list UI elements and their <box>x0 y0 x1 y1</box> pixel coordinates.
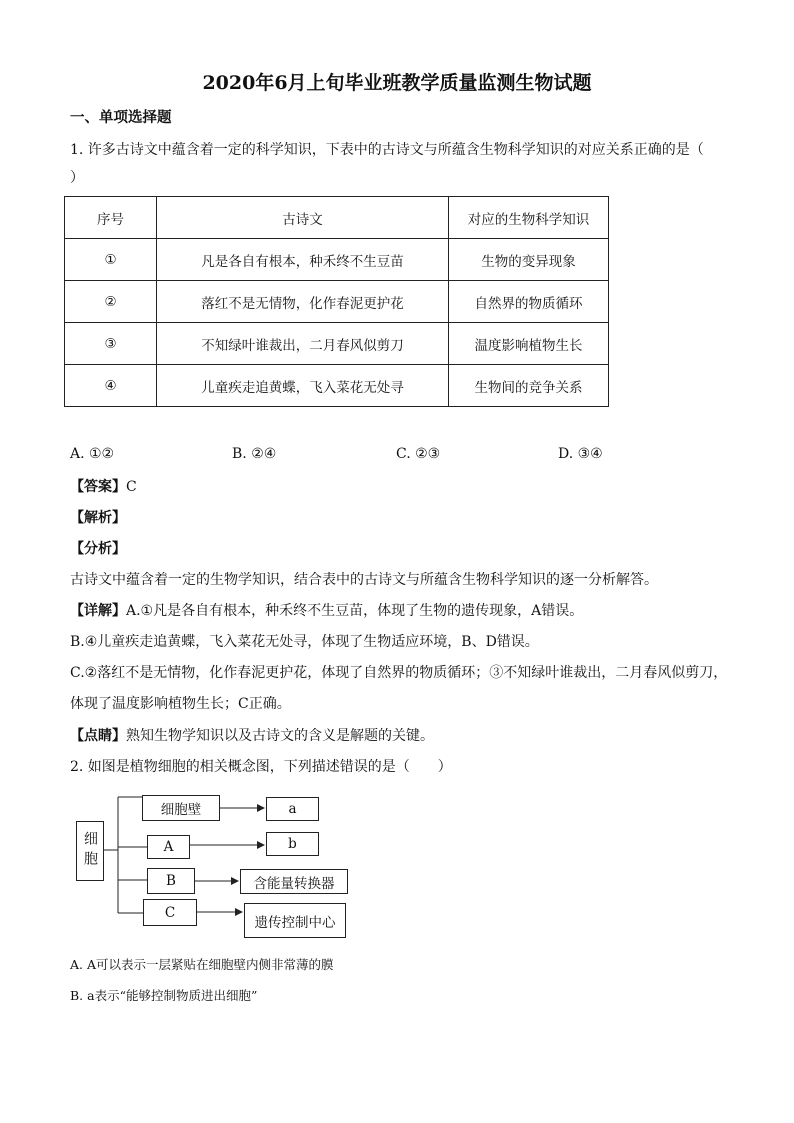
cell-root-box: 细胞 <box>76 821 104 881</box>
table-row <box>65 323 609 365</box>
C-box: C <box>143 899 197 926</box>
B-box: B <box>147 868 195 894</box>
detail-label: 【详解】 <box>70 603 126 619</box>
table-header-cell: 古诗文 <box>157 197 449 239</box>
table-cell: 自然界的物质循环 <box>449 281 609 323</box>
q1-option-b: B. ②④ <box>232 446 277 462</box>
table-cell: ③ <box>65 323 157 365</box>
answer-value: C <box>126 479 137 495</box>
table-row <box>65 365 609 407</box>
table-cell: 儿童疾走追黄蝶，飞入菜花无处寻 <box>157 365 449 407</box>
q1-option-d: D. ③④ <box>558 446 603 462</box>
q2-stem: 2. 如图是植物细胞的相关概念图，下列描述错误的是（ ） <box>70 759 452 775</box>
table-header-cell: 序号 <box>65 197 157 239</box>
poem-table <box>64 196 609 407</box>
q1-stem-line2: ） <box>70 170 84 186</box>
q1-option-c: C. ②③ <box>396 446 441 462</box>
detail-line-a <box>70 601 583 621</box>
table-cell: 温度影响植物生长 <box>449 323 609 365</box>
q2-option-a: A. A可以表示一层紧贴在细胞壁内侧非常薄的膜 <box>70 957 334 972</box>
table-cell: 不知绿叶谁裁出，二月春风似剪刀 <box>157 323 449 365</box>
detail-line-c2: 体现了温度影响植物生长；C正确。 <box>70 696 291 712</box>
detail-line-b: B.④儿童疾走追黄蝶，飞入菜花无处寻，体现了生物适应环境，B、D错误。 <box>70 634 539 650</box>
table-header-cell: 对应的生物科学知识 <box>449 197 609 239</box>
table-cell: 生物的变异现象 <box>449 239 609 281</box>
table-cell: 落红不是无情物，化作春泥更护花 <box>157 281 449 323</box>
table-cell: 凡是各自有根本，种禾终不生豆苗 <box>157 239 449 281</box>
table-row <box>65 281 609 323</box>
detail-line-c1: C.②落红不是无情物，化作春泥更护花，体现了自然界的物质循环；③不知绿叶谁裁出，二月春风似剪刀， <box>70 665 728 681</box>
fenxi-text: 古诗文中蕴含着一定的生物学知识，结合表中的古诗文与所蕴含生物科学知识的逐一分析解答。 <box>70 572 658 588</box>
a-box: a <box>266 797 319 821</box>
point-label: 【点睛】 <box>70 728 126 744</box>
point-line <box>70 726 434 746</box>
answer-label: 【答案】 <box>70 479 126 495</box>
table-cell: 生物间的竞争关系 <box>449 365 609 407</box>
table-cell: ① <box>65 239 157 281</box>
section-heading: 一、单项选择题 <box>70 109 172 126</box>
A-box: A <box>147 835 190 859</box>
point-text: 熟知生物学知识以及古诗文的含义是解题的关键。 <box>126 728 434 744</box>
table-header-row <box>65 197 609 239</box>
answer-line <box>70 477 137 497</box>
q2-option-b: B. a表示“能够控制物质进出细胞” <box>70 988 258 1003</box>
page-title: 2020年6月上旬毕业班教学质量监测生物试题 <box>202 72 592 94</box>
energy-converter-box: 含能量转换器 <box>240 869 348 894</box>
table-row <box>65 239 609 281</box>
cell-wall-box: 细胞壁 <box>142 795 220 821</box>
q1-option-a: A. ①② <box>70 446 115 462</box>
table-cell: ② <box>65 281 157 323</box>
b-box: b <box>266 832 319 856</box>
q1-stem-line1: 1. 许多古诗文中蕴含着一定的科学知识，下表中的古诗文与所蕴含生物科学知识的对应关系正确的是（ <box>70 142 704 158</box>
fenxi-label: 【分析】 <box>70 541 126 557</box>
detail-a-text: A.①凡是各自有根本，种禾终不生豆苗，体现了生物的遗传现象，A错误。 <box>126 603 584 619</box>
table-cell: ④ <box>65 365 157 407</box>
analysis-label: 【解析】 <box>70 510 126 526</box>
genetic-control-center-box: 遗传控制中心 <box>244 903 346 938</box>
